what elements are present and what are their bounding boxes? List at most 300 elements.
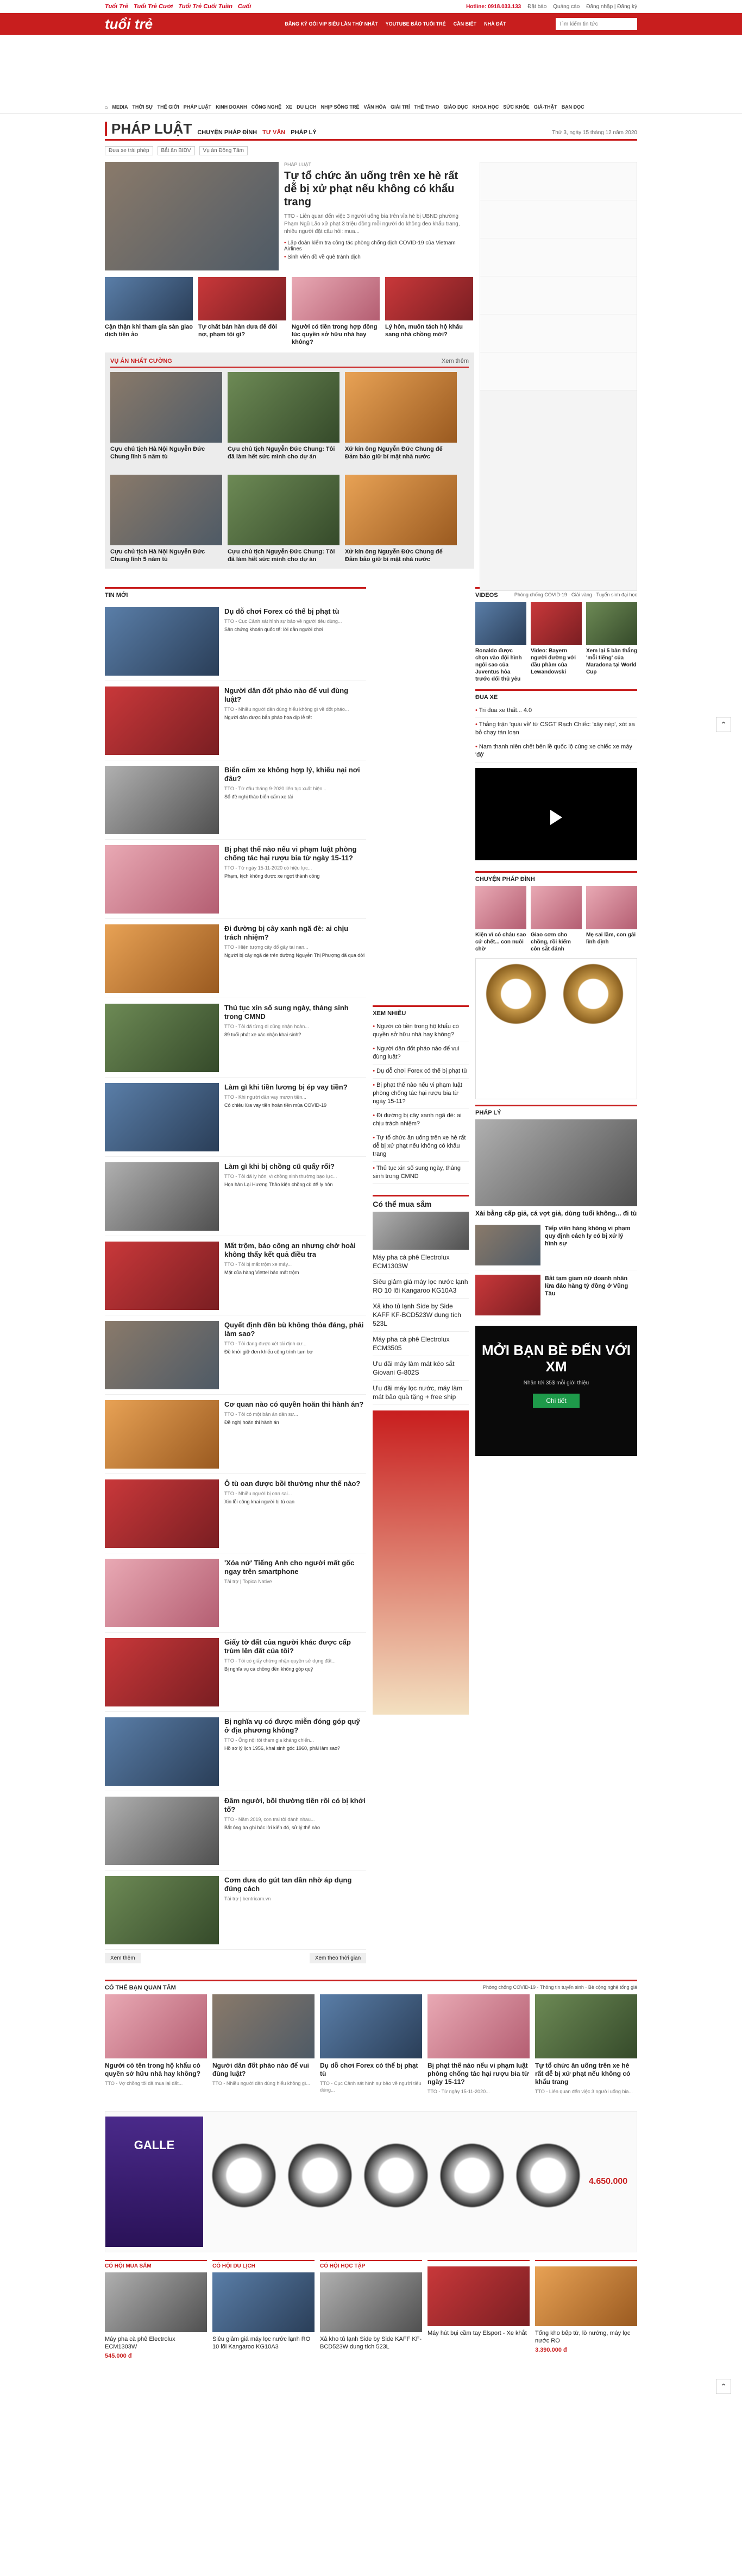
- news-desc: TTO - Nhiều người bị oan sai...: [224, 1491, 292, 1496]
- news-image[interactable]: [105, 1004, 219, 1072]
- news-desc: TTO - Hiện tượng cây đổ gây tai nạn...: [224, 944, 309, 950]
- video-thumb[interactable]: [475, 602, 526, 645]
- most-viewed-item[interactable]: • Bị phạt thế nào nếu vi phạm luật phòng chống tác hại rượu bia từ ngày 15-11?: [373, 1079, 469, 1109]
- more-button[interactable]: Xem thêm: [105, 1953, 141, 1963]
- section-header: [105, 114, 637, 141]
- watch-image[interactable]: [361, 2119, 431, 2244]
- rec-tag[interactable]: Phòng chống COVID-19: [482, 1985, 536, 1990]
- hotline: Hotline: 0918.033.133: [466, 3, 521, 10]
- rec-desc: TTO - Nhiều người dân đùng hiểu không gì...: [212, 2081, 310, 2086]
- rec-desc: TTO - Vợ chồng tôi đã mua lại đất...: [105, 2081, 183, 2086]
- nav-item[interactable]: KINH DOANH: [216, 104, 247, 110]
- nav-item[interactable]: GIẢI TRÍ: [391, 104, 410, 110]
- topic-card[interactable]: [228, 475, 339, 563]
- watch-image[interactable]: [285, 2119, 355, 2244]
- watch-ad[interactable]: [475, 958, 637, 1099]
- shopping-image[interactable]: [373, 1212, 469, 1250]
- news-related-link[interactable]: Có chiêu lừa vay tiền hoàn tiền mùa COVID-19: [224, 1103, 327, 1108]
- news-image[interactable]: [105, 1797, 219, 1865]
- watch-image[interactable]: [556, 962, 630, 1026]
- brand-link[interactable]: Tuổi Trẻ: [105, 3, 128, 10]
- shop-price: 3.390.000 đ: [535, 2347, 567, 2353]
- shopping-item[interactable]: Máy pha cà phê Electrolux ECM3505: [373, 1332, 469, 1356]
- court-image[interactable]: [475, 886, 526, 929]
- legal-thumb[interactable]: [475, 1275, 540, 1315]
- court-title[interactable]: CHUYỆN PHÁP ĐÌNH: [475, 876, 535, 883]
- search-input[interactable]: [556, 18, 637, 30]
- shop-category[interactable]: [427, 2260, 530, 2263]
- shopping-item[interactable]: Máy pha cà phê Electrolux ECM1303W: [373, 1250, 469, 1274]
- subscribe-link[interactable]: Đặt báo: [527, 3, 547, 10]
- news-image[interactable]: [105, 1638, 219, 1706]
- xm-ad-sub: Nhận tới 35$ mỗi giới thiệu: [523, 1380, 589, 1386]
- most-viewed-item[interactable]: • Dụ dỗ chơi Forex có thể bị phạt tù: [373, 1065, 469, 1079]
- news-title[interactable]: Biển cấm xe không hợp lý, khiếu nại nơi đâu?: [224, 766, 360, 783]
- sister-brands: [105, 3, 251, 10]
- tag-link[interactable]: Vụ án Đồng Tâm: [199, 146, 248, 155]
- video-thumb[interactable]: [531, 602, 582, 645]
- topic-card-title[interactable]: Xử kín ông Nguyễn Đức Chung để Đảm bảo giữ bí mật nhà nước: [345, 549, 443, 563]
- nav-item[interactable]: BẠN ĐỌC: [561, 104, 584, 110]
- video-tag[interactable]: Tuyển sinh đại học: [596, 592, 637, 597]
- news-desc: TTO - Ông nội tôi tham gia kháng chiến...: [224, 1737, 314, 1743]
- home-icon[interactable]: ⌂: [105, 104, 108, 110]
- news-desc: TTO - Khi người dân vay mượn tiền...: [224, 1094, 306, 1100]
- topic-title[interactable]: VỤ ÁN NHẤT CƯỜNG: [110, 358, 172, 364]
- section-title[interactable]: PHÁP LUẬT: [105, 122, 192, 136]
- topic-card-title[interactable]: Cựu chủ tịch Nguyễn Đức Chung: Tôi đã làm hết sức mình cho dự án: [228, 549, 335, 563]
- rec-title[interactable]: Người dân đốt pháo nào để vui đùng luật?: [212, 2062, 309, 2077]
- news-desc: TTO - Tôi đã ly hôn, vì chồng sinh thường bạo lực...: [224, 1174, 337, 1179]
- topic-card[interactable]: [110, 372, 222, 461]
- news-item[interactable]: [105, 1078, 366, 1157]
- news-item[interactable]: [105, 840, 366, 919]
- news-item[interactable]: [105, 998, 366, 1078]
- watch-image[interactable]: [437, 2119, 507, 2244]
- shopping-item[interactable]: Xả kho tủ lạnh Side by Side KAFF KF-BCD523W dung tích 523L: [373, 1299, 469, 1332]
- top-bar: [0, 0, 742, 13]
- article-image[interactable]: [198, 277, 286, 320]
- rec-tag[interactable]: Bè cộng nghệ tổng giá: [588, 1985, 637, 1990]
- news-image[interactable]: [105, 1321, 219, 1389]
- rec-desc: TTO - Cục Cảnh sát hình sự bảo về người tiêu dùng...: [320, 2081, 422, 2093]
- rec-title[interactable]: Dụ dỗ chơi Forex có thể bị phạt tù: [320, 2062, 418, 2077]
- news-related-link[interactable]: Hồ sơ lý lịch 1956, khai sinh góc 1960, phải làm sao?: [224, 1746, 341, 1751]
- news-title[interactable]: Bị nghĩa vụ có được miễn đóng góp quỹ ở địa phương không?: [224, 1717, 360, 1734]
- shop-image[interactable]: [105, 2272, 207, 2332]
- rec-title[interactable]: Tự tổ chức ăn uống trên xe hè rất dễ bị xử phạt nếu không có khẩu trang: [535, 2062, 631, 2086]
- shop-card[interactable]: [535, 2260, 637, 2359]
- article-card[interactable]: [198, 277, 286, 346]
- xm-ad[interactable]: [475, 1326, 637, 1456]
- tag-link[interactable]: Đưa xe trái phép: [105, 146, 153, 155]
- news-related-link[interactable]: Bị nghĩa vụ cá chồng đền không góp quỹ: [224, 1666, 313, 1672]
- news-item[interactable]: [105, 1633, 366, 1712]
- shop-card[interactable]: [105, 2260, 207, 2359]
- recommended-section: CÓ THỂ BẠN QUAN TÂM Phòng chống COVID-19 · Thông tin tuyển sinh · Bè cộng nghệ tổng giá Người có tên trong hộ khẩu có quyền sở hữu nhà hay không? TTO - Vợ chồng tôi đã mua lại đất... Người dân đốt pháo nào để vui đùng luật? TTO - Nhiều người dân đùng hiểu không gì... Dụ dỗ chơi Forex có thể bị phạt tù TTO - Cục Cảnh sát hình sự bảo về người tiêu dùng... Bị phạt thế nào nếu vi phạm luật phòng chống tác hại rượu bia từ ngày 15-11? TTO - Từ ngày 15-11-2020... Tự tổ chức ăn uống trên xe hè rất dễ bị xử phạt nếu không có khẩu trang TTO - Liên quan đến việc 3 người uống bia...: [105, 1980, 637, 2095]
- court-card-title[interactable]: Mẹ sai lầm, con gái lĩnh định: [586, 932, 636, 945]
- shopping-ad-banner[interactable]: [373, 1410, 469, 1715]
- topic-card[interactable]: [345, 475, 457, 563]
- legal-row-title[interactable]: Bắt tạm giam nữ doanh nhân lừa đảo hàng tỷ đồng ở Vũng Tàu: [545, 1275, 628, 1297]
- news-related-link[interactable]: Bắt ông ba ghi bác lời kiến đó, sử lý thể nào: [224, 1825, 320, 1830]
- brand-link[interactable]: Tuổi Trẻ Cuối Tuần: [178, 3, 232, 10]
- most-viewed-item[interactable]: • Người dân đốt pháo nào để vui đùng luật?: [373, 1042, 469, 1065]
- news-title[interactable]: Người dân đốt pháo nào để vui đùng luật?: [224, 686, 349, 703]
- header-menu-item[interactable]: CẦN BIẾT: [453, 21, 477, 27]
- latest-news: [105, 587, 366, 1963]
- news-item[interactable]: [105, 1236, 366, 1315]
- topic-card-title[interactable]: Cựu chủ tịch Nguyễn Đức Chung: Tôi đã làm hết sức mình cho dự án: [228, 446, 335, 460]
- legal-image[interactable]: [475, 1119, 637, 1206]
- news-item[interactable]: [105, 1712, 366, 1791]
- news-related-link[interactable]: Sổ đề nghị tháo biển cấm xe tải: [224, 794, 293, 799]
- news-image[interactable]: [105, 1876, 219, 1944]
- legal-row[interactable]: [475, 1270, 637, 1320]
- brand-link[interactable]: Cuối: [237, 3, 251, 10]
- subsection-link[interactable]: CHUYỆN PHÁP ĐÌNH: [197, 129, 257, 136]
- news-item[interactable]: [105, 1553, 366, 1633]
- news-desc: TTO - Nhiều người dân đùng hiểu không gì về đốt pháo...: [224, 707, 349, 712]
- news-image[interactable]: [105, 1083, 219, 1151]
- scroll-up-icon[interactable]: ⌃: [716, 2379, 731, 2394]
- related-link[interactable]: • Lập đoàn kiểm tra công tác phòng chống dịch COVID-19 của Vietnam Airlines: [284, 240, 469, 252]
- article-image[interactable]: [105, 277, 193, 320]
- news-image[interactable]: [105, 1400, 219, 1469]
- featured-desc: TTO - Liên quan đến việc 3 người uống bia trên vỉa hè bị UBND phường Phạm Ngũ Lão xử phạt 3 triệu đồng mỗi người do không đeo khẩu trang, nhiều người đặt câu hỏi: mua...: [284, 213, 460, 235]
- topic-image[interactable]: [345, 372, 457, 443]
- shop-title[interactable]: Xả kho tủ lạnh Side by Side KAFF KF-BCD523W dung tích 523L: [320, 2336, 422, 2350]
- main-nav: [0, 100, 742, 114]
- nav-item[interactable]: XE: [286, 104, 293, 110]
- video-player[interactable]: [475, 768, 637, 860]
- latest-news-title[interactable]: TIN MỚI: [105, 592, 128, 599]
- news-image[interactable]: [105, 1242, 219, 1310]
- news-image[interactable]: [105, 1559, 219, 1627]
- article-title[interactable]: Tự chất bản hàn dưa để đòi nợ, phạm tội gì?: [198, 324, 277, 338]
- news-desc: Tài trợ | bentricam.vn: [224, 1896, 271, 1901]
- scroll-up-icon[interactable]: ⌃: [716, 717, 731, 732]
- shopping-box: [373, 1195, 469, 1715]
- court-image[interactable]: [586, 886, 637, 929]
- news-title[interactable]: Bị phạt thế nào nếu vi phạm luật phòng chống tác hại rượu bia từ ngày 15-11?: [224, 845, 357, 862]
- nav-item[interactable]: VĂN HÓA: [363, 104, 387, 110]
- current-date: Thứ 3, ngày 15 tháng 12 năm 2020: [552, 130, 637, 136]
- nav-item[interactable]: KHOA HỌC: [472, 104, 499, 110]
- video-tag[interactable]: Giải vàng: [571, 592, 592, 597]
- news-item[interactable]: [105, 919, 366, 998]
- play-icon[interactable]: [550, 810, 562, 825]
- news-image[interactable]: [105, 607, 219, 676]
- news-desc: TTO - Tôi bị mất trộm xe máy...: [224, 1262, 292, 1267]
- article-title[interactable]: Lý hôn, muốn tách hộ khẩu sang nhà chồng mới?: [385, 324, 463, 338]
- shop-category[interactable]: CÓ HỘI HỌC TẬP: [320, 2260, 422, 2269]
- video-title[interactable]: Ronaldo được chọn vào đội hình ngôi sao của Juventus hỏa trước đối thủ yêu: [475, 648, 522, 682]
- shop-image[interactable]: [535, 2266, 637, 2326]
- news-title[interactable]: Quyết định đền bù không thỏa đáng, phải làm sao?: [224, 1321, 364, 1338]
- shopping-item[interactable]: Ưu đãi máy lọc nước, máy làm mát bảo quà tặng + free ship: [373, 1381, 469, 1405]
- news-title[interactable]: 'Xóa nứ' Tiếng Anh cho người mất gốc ngay trên smartphone: [224, 1559, 355, 1576]
- nav-item[interactable]: PHÁP LUẬT: [183, 104, 212, 110]
- gallery-brand-text: GALLE: [134, 2138, 175, 2152]
- nav-item[interactable]: NHỊP SỐNG TRẺ: [320, 104, 360, 110]
- header-menu-item[interactable]: YOUTUBE BÁO TUỔI TRẺ: [385, 21, 446, 27]
- news-desc: TTO - Tôi đang được xét tái định cư...: [224, 1341, 307, 1346]
- news-related-link[interactable]: Phạm, kịch không được xe ngợt thành công: [224, 873, 320, 879]
- most-viewed-item[interactable]: • Đi đường bị cây xanh ngã đè: ai chịu trách nhiệm?: [373, 1109, 469, 1131]
- shop-image[interactable]: [320, 2272, 422, 2332]
- article-card[interactable]: [385, 277, 473, 346]
- header-menu-item[interactable]: ĐĂNG KÝ GÓI VIP SIÊU LẦN THỨ NHẤT: [285, 21, 378, 27]
- rec-card[interactable]: [105, 1994, 207, 2095]
- topic-card[interactable]: [228, 372, 339, 461]
- topic-card-title[interactable]: Cựu chủ tịch Hà Nội Nguyễn Đức Chung lĩnh 5 năm tù: [110, 446, 205, 460]
- court-image[interactable]: [531, 886, 582, 929]
- topic-box: [105, 352, 474, 569]
- news-title[interactable]: Mất trộm, báo công an nhưng chờ hoài không thấy kết quả điều tra: [224, 1242, 356, 1258]
- nav-item[interactable]: THỜI SỰ: [132, 104, 153, 110]
- rec-image[interactable]: [535, 1994, 637, 2058]
- ads-link[interactable]: Quảng cáo: [553, 3, 580, 10]
- news-related-link[interactable]: Sản chứng khoán quốc tế: lời dẫn người chơi: [224, 627, 323, 632]
- news-title[interactable]: Đâm người, bồi thường tiền rồi có bị khởi tố?: [224, 1797, 366, 1813]
- shop-card[interactable]: [212, 2260, 315, 2359]
- news-desc: TTO - Tôi có một bản án dân sự...: [224, 1412, 298, 1417]
- news-image[interactable]: [105, 1479, 219, 1548]
- article-image[interactable]: [292, 277, 380, 320]
- news-image[interactable]: [105, 845, 219, 914]
- video-tag[interactable]: Phòng chống COVID-19: [514, 592, 567, 597]
- most-viewed-item[interactable]: • Tự tổ chức ăn uống trên xe hè rất dễ bị xử phạt nếu không có khẩu trang: [373, 1131, 469, 1162]
- news-desc: Tài trợ | Topica Native: [224, 1579, 272, 1584]
- news-item[interactable]: [105, 1870, 366, 1950]
- race-item[interactable]: • Nam thanh niên chết bên lề quốc lộ cùng xe chiếc xe máy 'độ': [475, 740, 637, 763]
- hot-tags: [105, 141, 637, 159]
- video-card[interactable]: [586, 602, 637, 683]
- most-viewed-item[interactable]: • Thủ tục xin số sung ngày, tháng sinh trong CMND: [373, 1162, 469, 1184]
- legal-row[interactable]: [475, 1220, 637, 1270]
- news-item[interactable]: [105, 1315, 366, 1395]
- rec-card[interactable]: [320, 1994, 422, 2095]
- shop-image[interactable]: [427, 2266, 530, 2326]
- news-item[interactable]: [105, 760, 366, 840]
- videos-title[interactable]: VIDEOS: [475, 592, 498, 599]
- court-card[interactable]: [475, 886, 526, 953]
- article-title[interactable]: Cận thận khi tham gia sàn giao dịch tiền ảo: [105, 324, 193, 338]
- legal-headline[interactable]: Xài bằng cấp giả, cá vợt giả, dùng tuổi không... đi tù: [475, 1210, 637, 1217]
- news-related-link[interactable]: Họa hàn Lại Hương Thảo kiện chồng cũ để ly hôn: [224, 1182, 333, 1187]
- rec-desc: TTO - Liên quan đến việc 3 người uống bia...: [535, 2089, 633, 2094]
- rec-card[interactable]: [212, 1994, 315, 2095]
- shop-title[interactable]: Máy pha cà phê Electrolux ECM1303W: [105, 2336, 175, 2350]
- gallery-price: 4.650.000: [589, 2177, 628, 2186]
- news-desc: TTO - Năm 2019, con trai tôi đánh nhau...: [224, 1817, 315, 1822]
- rec-desc: TTO - Từ ngày 15-11-2020...: [427, 2089, 490, 2094]
- rec-tag[interactable]: Thông tin tuyển sinh: [539, 1985, 584, 1990]
- gallery-brand: [105, 2117, 203, 2247]
- race-item[interactable]: • Tri đua xe thất... 4.0: [475, 704, 637, 718]
- shop-card[interactable]: [427, 2260, 530, 2359]
- topic-card-title[interactable]: Xử kín ông Nguyễn Đức Chung để Đảm bảo giữ bí mật nhà nước: [345, 446, 443, 460]
- news-title[interactable]: Ô tù oan được bồi thường như thế nào?: [224, 1479, 361, 1488]
- more-link[interactable]: Xem thêm: [441, 358, 469, 364]
- rec-image[interactable]: [105, 1994, 207, 2058]
- news-image[interactable]: [105, 1717, 219, 1786]
- tag-link[interactable]: Bắt ăn BIDV: [158, 146, 195, 155]
- login-link[interactable]: Đăng nhập | Đăng ký: [586, 3, 637, 10]
- news-image[interactable]: [105, 766, 219, 834]
- top-ad-space: [0, 35, 742, 100]
- watch-image[interactable]: [513, 2119, 583, 2244]
- featured-image[interactable]: [105, 162, 279, 270]
- nav-item[interactable]: THẾ GIỚI: [157, 104, 179, 110]
- topic-image[interactable]: [110, 372, 222, 443]
- featured-kicker: PHÁP LUẬT: [284, 162, 311, 167]
- news-item[interactable]: [105, 681, 366, 760]
- right-ad-banner[interactable]: [480, 162, 637, 591]
- shop-title[interactable]: Tổng kho bếp từ, lò nướng, máy lọc nước RO: [535, 2330, 631, 2344]
- shop-title[interactable]: Máy hút bụi cầm tay Elsport - Xe khắt: [427, 2330, 527, 2336]
- rec-image[interactable]: [320, 1994, 422, 2058]
- topic-card-title[interactable]: Cựu chủ tịch Hà Nội Nguyễn Đức Chung lĩnh 5 năm tù: [110, 549, 205, 563]
- news-related-link[interactable]: Người dân được bắn pháo hoa dịp lễ tết: [224, 715, 312, 720]
- court-card-title[interactable]: Giao cơm cho chồng, rồi kiếm côn sắt đánh: [531, 932, 571, 952]
- rec-image[interactable]: [212, 1994, 315, 2058]
- news-title[interactable]: Cơ quan nào có quyền hoãn thi hành án?: [224, 1400, 364, 1408]
- news-desc: TTO - Cục Cảnh sát hình sự bảo về người tiêu dùng...: [224, 619, 342, 624]
- shopping-item[interactable]: Ưu đãi máy làm mát kéo sắt Giovani G-802S: [373, 1356, 469, 1381]
- article-card[interactable]: [292, 277, 380, 346]
- rec-title[interactable]: Người có tên trong hộ khẩu có quyền sở hữu nhà hay không?: [105, 2062, 200, 2077]
- header-menu-item[interactable]: NHÀ ĐẤT: [484, 21, 506, 27]
- related-link[interactable]: • Sinh viên dồ về quê tránh dịch: [284, 254, 469, 260]
- featured-title[interactable]: Tự tổ chức ăn uống trên xe hè rất dễ bị xử phạt nếu không có khẩu trang: [284, 170, 458, 208]
- news-title[interactable]: Cơm dưa do gút tan dần nhờ áp dụng đúng cách: [224, 1876, 352, 1893]
- nav-item[interactable]: SỨC KHỎE: [503, 104, 530, 110]
- article-title[interactable]: Người có tiền trong hợp đồng lúc quyền sở hữu nhà hay không?: [292, 324, 378, 345]
- watch-image[interactable]: [209, 2119, 279, 2244]
- most-viewed-item[interactable]: • Người có tiền trong hộ khẩu có quyền sở hữu nhà hay không?: [373, 1020, 469, 1042]
- news-related-link[interactable]: Đề nghị hoãn thi hành án: [224, 1420, 279, 1425]
- nav-item[interactable]: MEDIA: [112, 104, 128, 110]
- nav-item[interactable]: GIÁO DỤC: [443, 104, 468, 110]
- legal-title[interactable]: PHÁP LÝ: [475, 1110, 501, 1116]
- news-related-link[interactable]: Mặt của hàng Viettel bảo mất trộm: [224, 1270, 299, 1275]
- most-viewed-title[interactable]: XEM NHIỀU: [373, 1010, 406, 1017]
- video-card[interactable]: [475, 602, 526, 683]
- rec-image[interactable]: [427, 1994, 530, 2058]
- video-title[interactable]: Xem lại 5 bàn thắng 'mỗi tiếng' của Maradona tại World Cup: [586, 648, 637, 675]
- shop-category[interactable]: CÓ HỘI MUA SẮM: [105, 2260, 207, 2269]
- rec-card[interactable]: [535, 1994, 637, 2095]
- news-desc: TTO - Tôi có giấy chứng nhận quyền sử dụng đất...: [224, 1658, 336, 1664]
- secondary-articles: [105, 277, 474, 346]
- news-related-link[interactable]: 89 tuổi phát xe xác nhận khai sinh?: [224, 1032, 301, 1037]
- shop-category[interactable]: [535, 2260, 637, 2263]
- watch-gallery-ad[interactable]: [105, 2111, 637, 2252]
- news-image[interactable]: [105, 1162, 219, 1231]
- top-links: [466, 4, 637, 10]
- news-title[interactable]: Giấy tờ đất của người khác được cấp trùm lên đất của tôi?: [224, 1638, 351, 1655]
- race-title[interactable]: ĐUA XE: [475, 694, 498, 701]
- topic-image[interactable]: [110, 475, 222, 545]
- xm-ad-title: MỞI BẠN BÈ ĐẾN VỚI XM: [481, 1342, 631, 1375]
- shopping-row: [105, 2260, 637, 2359]
- news-related-link[interactable]: Người bị cây ngã đè trên đường Nguyễn Thị Phượng đã qua đời: [224, 953, 365, 958]
- court-card-title[interactable]: Kiện vì có cháu sao cứ chết... con nuôi chờ: [475, 932, 526, 952]
- news-item[interactable]: [105, 1157, 366, 1236]
- rec-card[interactable]: [427, 1994, 530, 2095]
- brand-link[interactable]: Tuổi Trẻ Cười: [134, 3, 173, 10]
- topic-card[interactable]: [345, 372, 457, 461]
- topic-image[interactable]: [345, 475, 457, 545]
- video-card[interactable]: [531, 602, 582, 683]
- shop-title[interactable]: Siêu giảm giá máy lọc nước lạnh RO 10 lõi Kangaroo KG10A3: [212, 2336, 311, 2350]
- topic-card[interactable]: [110, 475, 222, 563]
- article-image[interactable]: [385, 277, 473, 320]
- topic-image[interactable]: [228, 475, 339, 545]
- videos-header: VIDEOS Phòng chống COVID-19 · Giải vàng · Tuyển sinh đại học: [475, 587, 637, 602]
- more-by-time-button[interactable]: Xem theo thời gian: [310, 1953, 366, 1963]
- news-title[interactable]: Làm gì khi tiền lương bị ép vay tiền?: [224, 1083, 348, 1091]
- news-title[interactable]: Thủ tục xin số sung ngày, tháng sinh trong CMND: [224, 1004, 349, 1021]
- court-card[interactable]: [531, 886, 582, 953]
- topic-image[interactable]: [228, 372, 339, 443]
- news-desc: TTO - Từ ngày 15-11-2020 có hiệu lực...: [224, 865, 312, 871]
- featured-article: [105, 162, 474, 270]
- header-menu: [235, 21, 556, 27]
- court-card[interactable]: [586, 886, 637, 953]
- rec-title[interactable]: Bị phạt thế nào nếu vi phạm luật phòng chống tác hại rượu bia từ ngày 15-11?: [427, 2062, 529, 2086]
- shop-card[interactable]: [320, 2260, 422, 2359]
- subsection-link[interactable]: PHÁP LÝ: [291, 129, 317, 136]
- xm-ad-button[interactable]: Chi tiết: [533, 1394, 579, 1408]
- news-item[interactable]: [105, 602, 366, 681]
- shop-price: 545.000 đ: [105, 2353, 132, 2359]
- nav-item[interactable]: GIẢ-THẬT: [533, 104, 557, 110]
- news-image[interactable]: [105, 686, 219, 755]
- legal-row-title[interactable]: Tiếp viên hàng không vi phạm quy định cách ly có bị xử lý hình sự: [545, 1225, 631, 1247]
- most-viewed: [373, 1005, 469, 1184]
- news-related-link[interactable]: Đề khởi giữ đơn khiếu công trình tạm bợ: [224, 1349, 313, 1355]
- subsection-link[interactable]: TƯ VẤN: [262, 129, 286, 136]
- news-title[interactable]: Đi đường bị cây xanh ngã đè: ai chịu trách nhiệm?: [224, 924, 349, 941]
- news-related-link[interactable]: Xin lỗi công khai người bị tù oan: [224, 1499, 295, 1504]
- video-thumb[interactable]: [586, 602, 637, 645]
- shop-image[interactable]: [212, 2272, 315, 2332]
- nav-item[interactable]: CÔNG NGHỆ: [251, 104, 282, 110]
- news-item[interactable]: [105, 1474, 366, 1553]
- legal-thumb[interactable]: [475, 1225, 540, 1265]
- site-logo[interactable]: tuổi trẻ: [105, 15, 153, 32]
- video-title[interactable]: Video: Bayern người đường với đầu phàm của Lewandowski: [531, 648, 576, 675]
- nav-item[interactable]: THỂ THAO: [414, 104, 439, 110]
- nav-item[interactable]: DU LỊCH: [297, 104, 317, 110]
- watch-image[interactable]: [479, 962, 553, 1026]
- shopping-item[interactable]: Siêu giảm giá máy lọc nước lạnh RO 10 lõi Kangaroo KG10A3: [373, 1274, 469, 1299]
- news-title[interactable]: Dụ dỗ chơi Forex có thể bị phạt tù: [224, 607, 339, 615]
- news-item[interactable]: [105, 1395, 366, 1474]
- article-card[interactable]: [105, 277, 193, 346]
- news-image[interactable]: [105, 924, 219, 993]
- recommended-title[interactable]: CÓ THỂ BẠN QUAN TÂM: [105, 1985, 176, 1991]
- news-desc: TTO - Từ đầu tháng 9-2020 liên tục xuất hiện...: [224, 786, 326, 791]
- shopping-title: Có thể mua sắm: [373, 1200, 432, 1208]
- race-item[interactable]: • Thắng trận 'quài về' từ CSGT Rạch Chiếc: 'xây nép', xót xa bỏ chạy tán loạn: [475, 718, 637, 740]
- news-title[interactable]: Làm gì khi bị chồng cũ quấy rối?: [224, 1162, 335, 1170]
- news-item[interactable]: [105, 1791, 366, 1870]
- shop-category[interactable]: CÓ HỘI DU LỊCH: [212, 2260, 315, 2269]
